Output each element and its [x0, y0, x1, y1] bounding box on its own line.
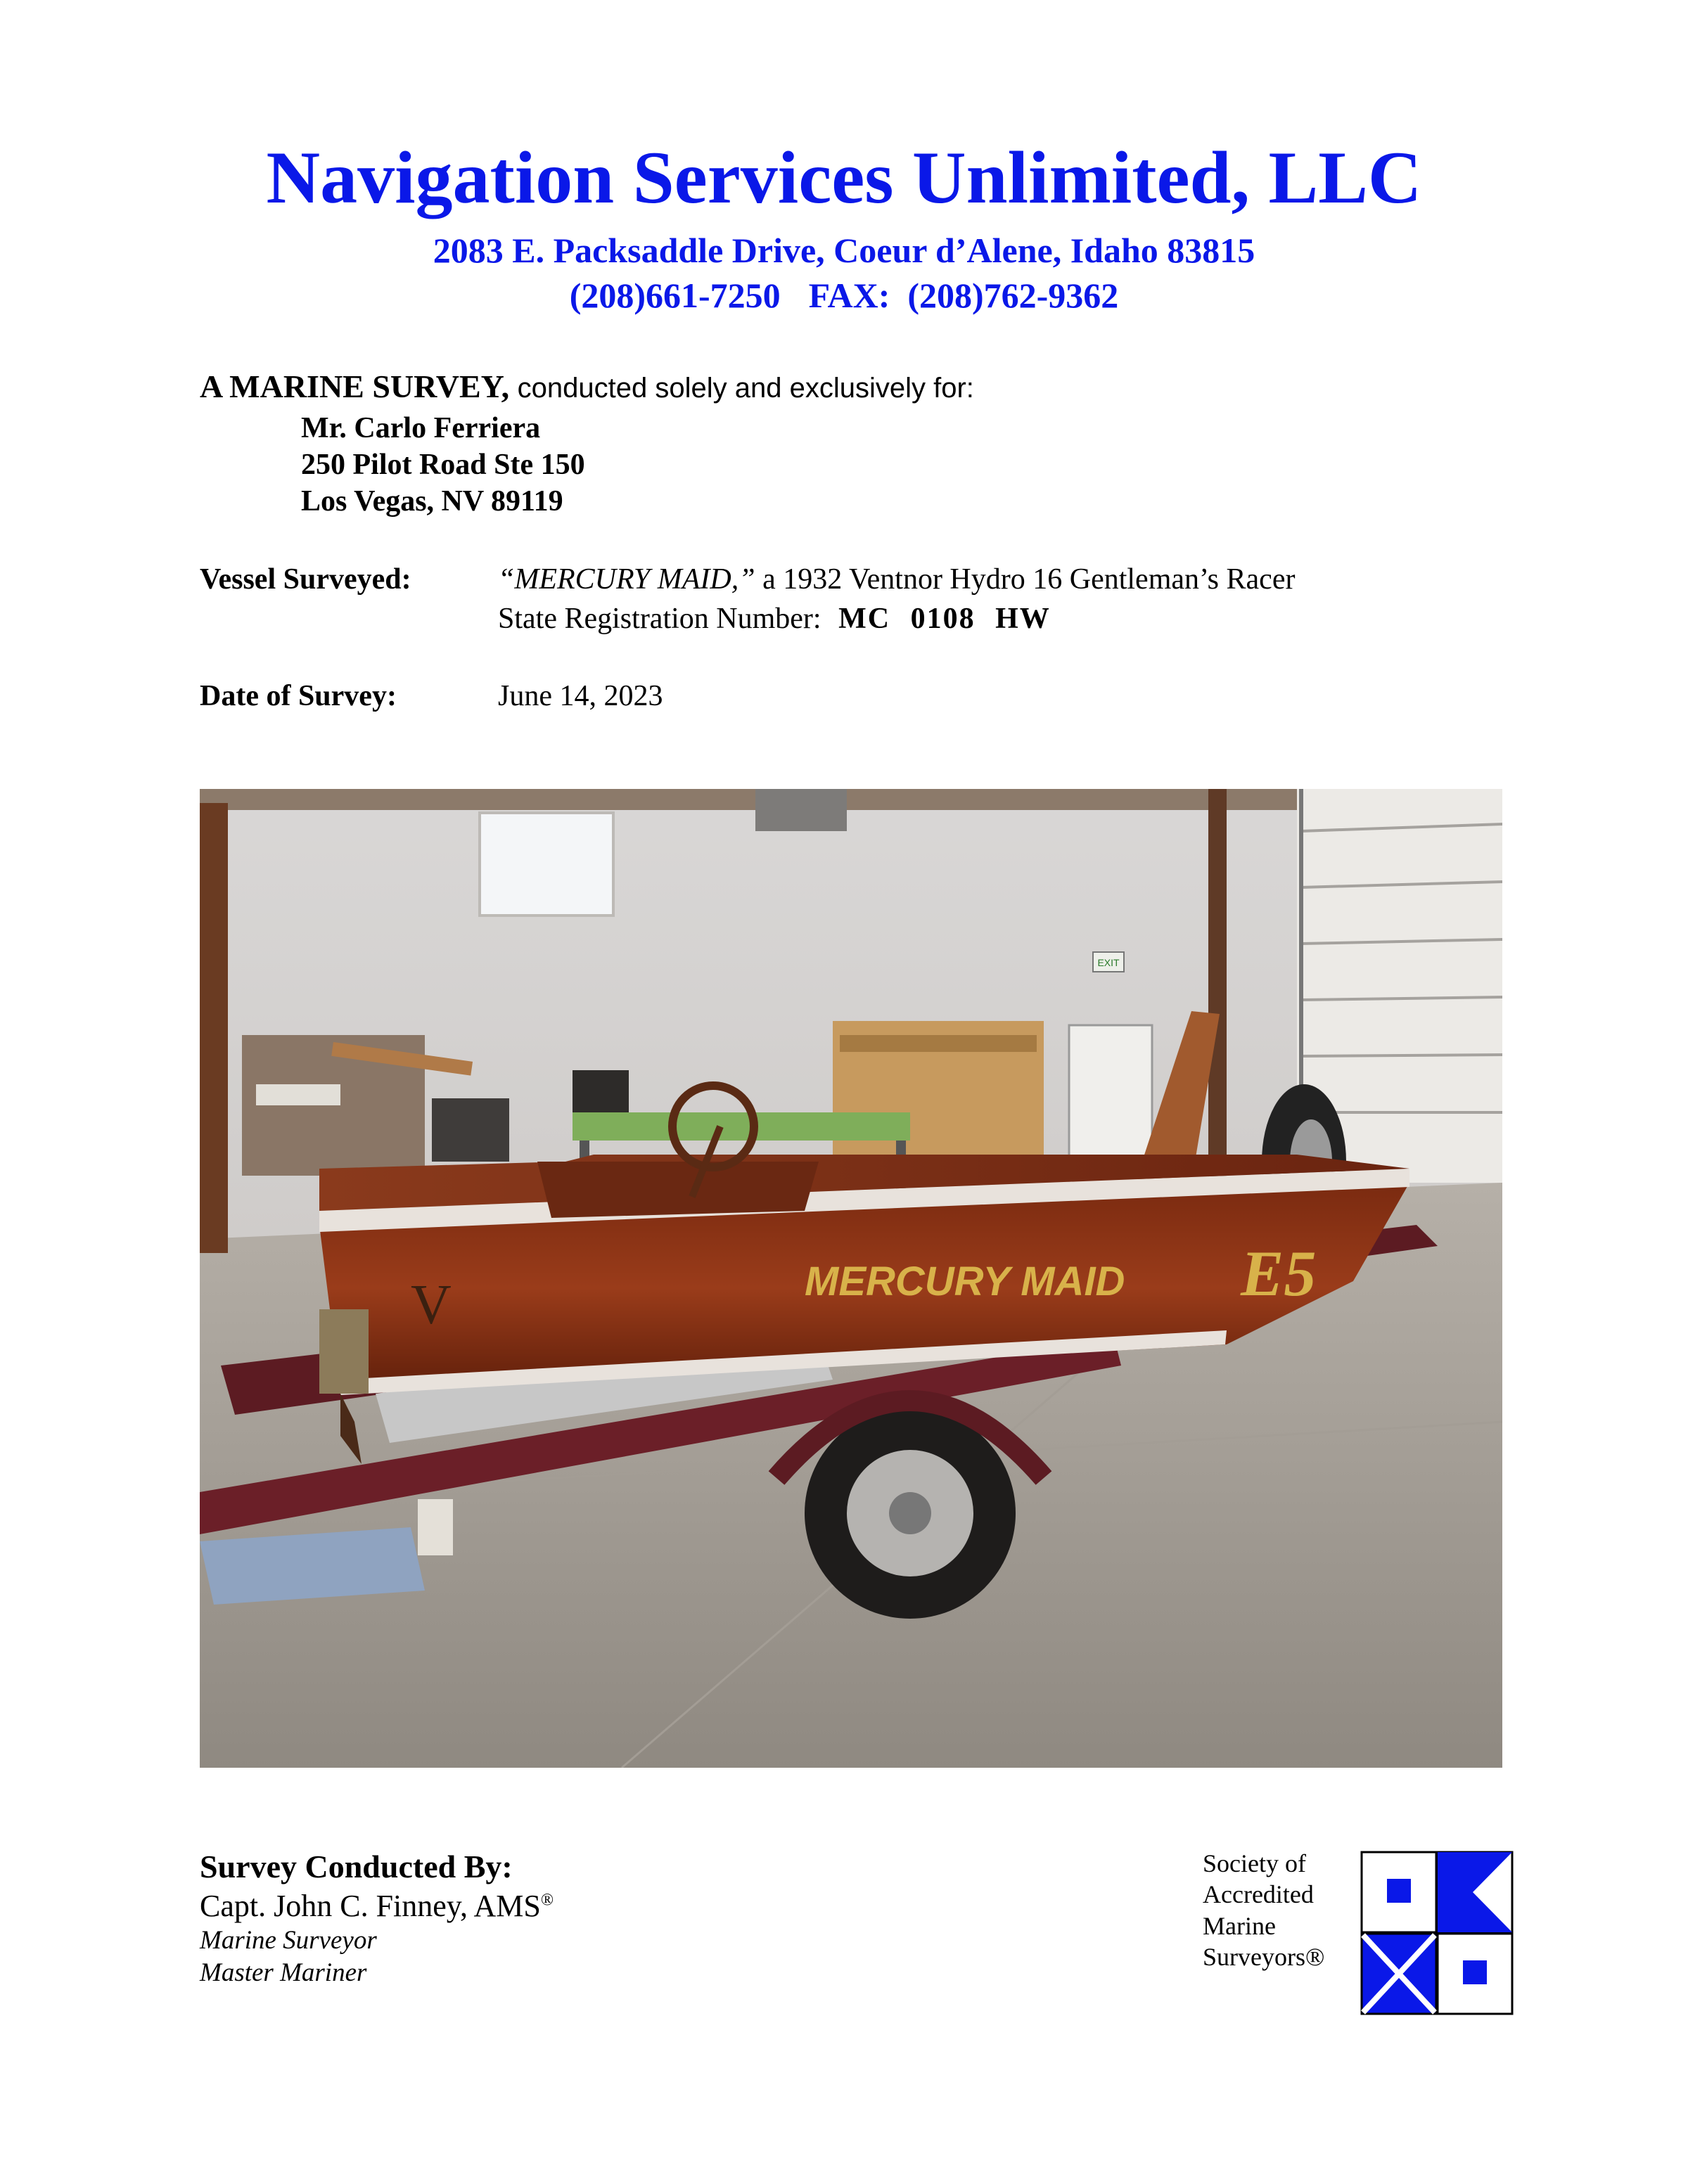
surveyor-title-2: Master Mariner — [200, 1958, 367, 1987]
client-name: Mr. Carlo Ferriera — [301, 412, 541, 444]
sams-line-3: Marine — [1203, 1911, 1276, 1940]
vessel-photo — [200, 789, 1502, 1768]
phone-number: (208)661-7250 — [569, 276, 781, 315]
sams-line-4: Surveyors® — [1203, 1942, 1325, 1971]
surveyor-name-text: Capt. John C. Finney, AMS — [200, 1889, 541, 1923]
fax-number: FAX: (208)762-9362 — [808, 276, 1119, 315]
vessel-name: “MERCURY MAID,” — [498, 563, 755, 596]
company-phones — [0, 276, 1688, 316]
hull-name-text: MERCURY MAID — [805, 1259, 1125, 1304]
vessel-description: a 1932 Ventnor Hydro 16 Gentleman’s Racer — [762, 563, 1296, 596]
sams-logo — [1360, 1851, 1515, 2017]
exit-sign-text: EXIT — [1097, 957, 1120, 968]
client-street: 250 Pilot Road Ste 150 — [301, 449, 585, 481]
surveyor-title-1: Marine Surveyor — [200, 1926, 377, 1955]
vessel-label: Vessel Surveyed: — [200, 563, 411, 596]
window — [480, 813, 613, 916]
survey-intro — [200, 367, 974, 406]
builder-badge-text: V — [411, 1274, 452, 1336]
sams-line-1: Society of — [1203, 1849, 1306, 1877]
registration-label: State Registration Number: — [498, 603, 821, 635]
survey-intro-text: conducted solely and exclusively for: — [517, 373, 974, 404]
survey-heading: A MARINE SURVEY, — [200, 368, 510, 404]
registration-line — [498, 602, 1051, 636]
registered-mark: ® — [540, 1891, 554, 1910]
sams-text — [1203, 1848, 1324, 1972]
race-number-text: E5 — [1241, 1238, 1317, 1309]
surveyor-name — [200, 1888, 554, 1924]
client-city: Los Vegas, NV 89119 — [301, 485, 563, 518]
company-name: Navigation Services Unlimited, LLC — [266, 136, 1422, 219]
conducted-by-label: Survey Conducted By: — [200, 1849, 513, 1884]
sams-line-2: Accredited — [1203, 1880, 1314, 1909]
date-label: Date of Survey: — [200, 680, 397, 712]
company-address: 2083 E. Packsaddle Drive, Coeur d’Alene, Idaho 83815 — [433, 231, 1255, 270]
vessel-line — [498, 563, 1295, 596]
registration-number: MC 0108 HW — [838, 603, 1051, 635]
survey-date: June 14, 2023 — [498, 680, 663, 712]
